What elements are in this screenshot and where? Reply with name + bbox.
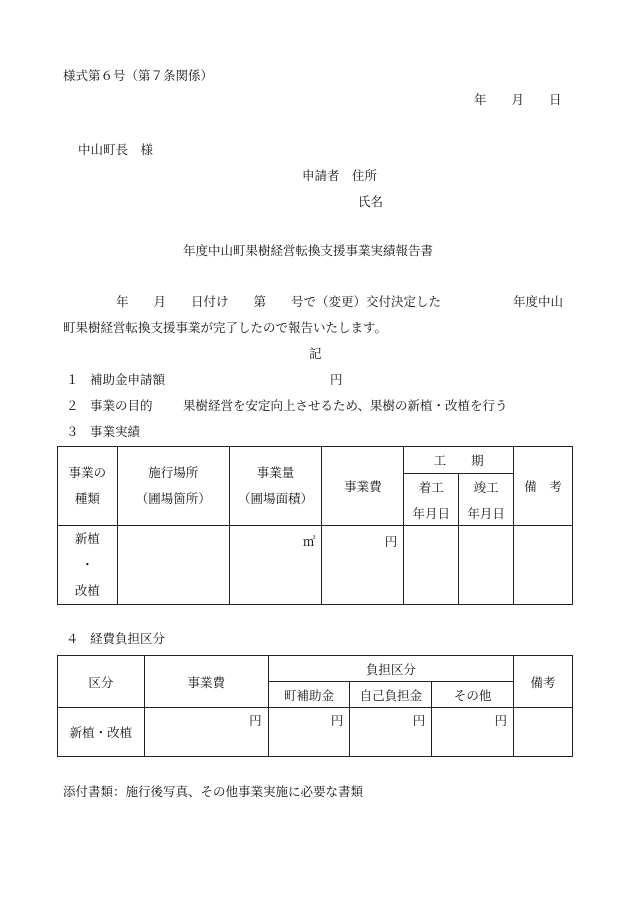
header-start-date: 年月日	[404, 501, 459, 526]
header-self-burden: 自己負担金	[350, 682, 432, 708]
row-category: 新植・改植	[58, 708, 145, 757]
header-end-date: 年月日	[459, 501, 514, 526]
row-remarks	[514, 708, 573, 757]
form-number: 様式第６号（第７条関係）	[63, 68, 214, 83]
row-remarks	[514, 526, 573, 605]
header-amount: 事業量 （圃場面積）	[229, 447, 322, 526]
row-type: 新植 ・ 改植	[58, 526, 118, 605]
header-type: 事業の 種類	[58, 447, 118, 526]
cost-burden-table	[57, 655, 573, 757]
addressee: 中山町長 様	[78, 142, 154, 157]
item1-label: 補助金申請額	[90, 372, 166, 387]
header-other: その他	[432, 682, 514, 708]
applicant-address: 申請者 住所	[302, 168, 378, 183]
item3-label: 事業実績	[90, 424, 141, 439]
applicant-name: 氏名	[358, 194, 384, 209]
header-remarks: 備 考	[514, 447, 573, 526]
header-category: 区分	[58, 656, 145, 708]
header-burden: 負担区分	[268, 656, 513, 682]
body-line1-part2: 年度中山	[513, 294, 564, 309]
body-line1-part1: 年 月 日付け 第 号で（変更）交付決定した	[116, 294, 442, 309]
item2-label: 事業の目的	[90, 398, 153, 413]
header-place: 施行場所 （圃場箇所）	[117, 447, 229, 526]
row-area-unit: ㎡	[229, 526, 322, 605]
row-end-date	[459, 526, 514, 605]
header-start: 着工	[404, 474, 459, 501]
item1-unit: 円	[330, 372, 343, 387]
body-line2: 町果樹経営転換支援事業が完了したので報告いたします。	[63, 320, 388, 335]
row-start-date	[404, 526, 459, 605]
row-other-unit: 円	[432, 708, 514, 757]
item4-number: ４	[66, 631, 79, 646]
row-self-unit: 円	[350, 708, 432, 757]
header-remarks: 備考	[514, 656, 573, 708]
attachment-note: 添付書類：施行後写真、その他事業実施に必要な書類	[63, 784, 364, 799]
item1-number: １	[66, 372, 79, 387]
header-period: 工 期	[404, 447, 514, 474]
header-end: 竣工	[459, 474, 514, 501]
date-line: 年 月 日	[474, 92, 562, 107]
header-town-subsidy: 町補助金	[268, 682, 350, 708]
header-cost: 事業費	[322, 447, 404, 526]
results-table	[57, 446, 573, 605]
document-title: 年度中山町果樹経営転換支援事業実績報告書	[183, 243, 434, 258]
row-town-unit: 円	[268, 708, 350, 757]
item2-text: 果樹経営を安定向上させるため、果樹の新植・改植を行う	[183, 398, 508, 413]
ki-heading: 記	[309, 346, 322, 361]
item3-number: ３	[66, 424, 79, 439]
header-cost: 事業費	[144, 656, 268, 708]
item4-label: 経費負担区分	[90, 631, 166, 646]
row-place	[117, 526, 229, 605]
row-cost-unit: 円	[322, 526, 404, 605]
row-cost-unit: 円	[144, 708, 268, 757]
item2-number: ２	[66, 398, 79, 413]
